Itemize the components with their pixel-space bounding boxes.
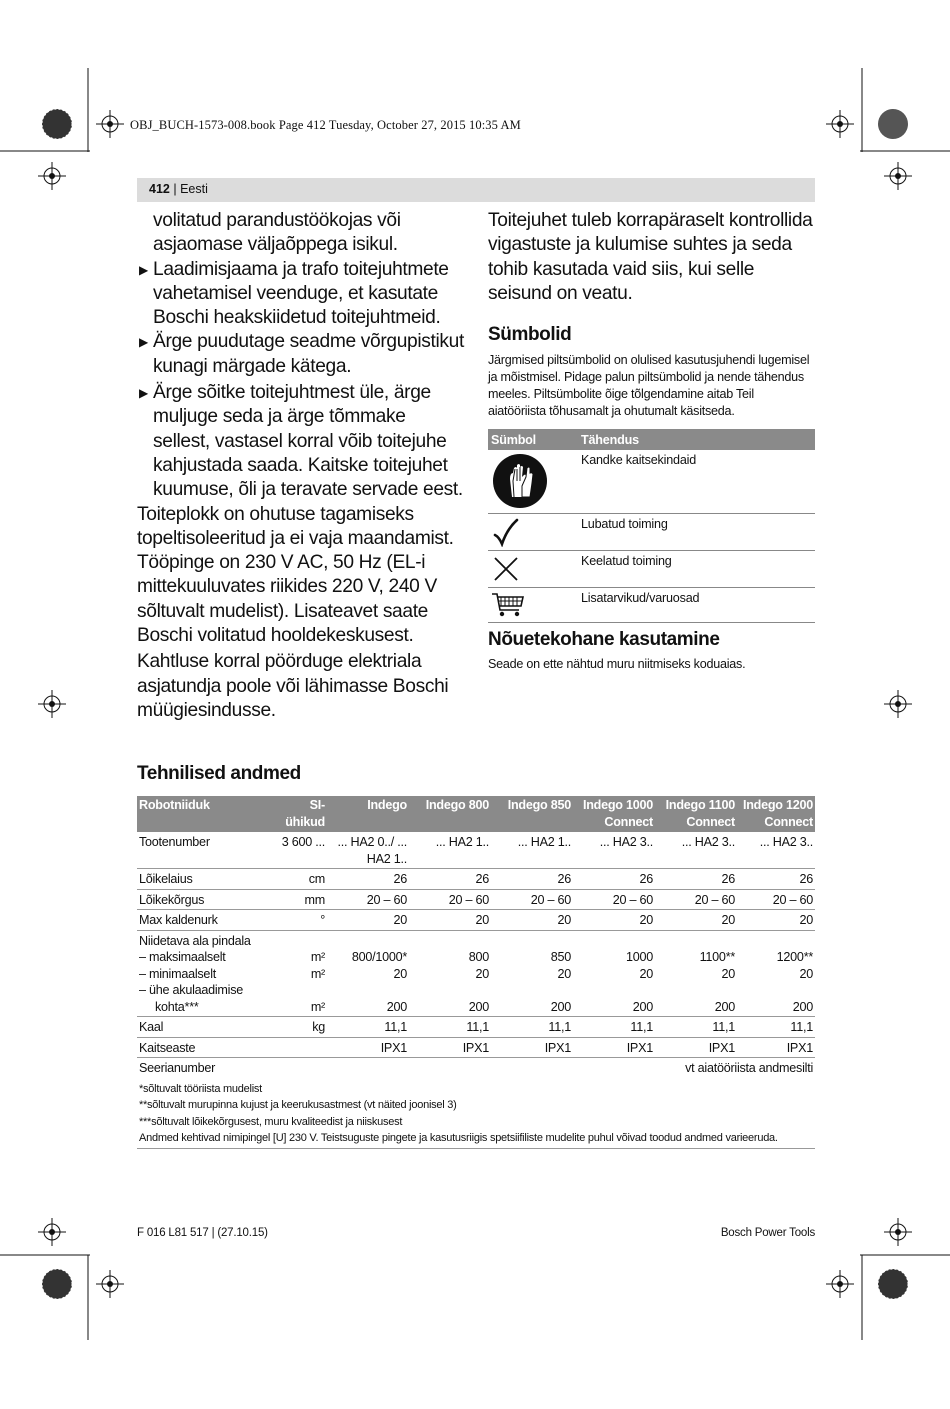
bullet-item (137, 330, 467, 379)
unit-cell: mm (275, 889, 327, 910)
value-cell: 26 (737, 869, 815, 890)
footnote: ***sõltuvalt lõikekõrgusest, muru kvaliteedist ja niiskusest (139, 1115, 403, 1128)
header-cell: Indego 1000 Connect (573, 796, 655, 832)
table-row (137, 910, 815, 931)
footnote: **sõltuvalt murupinna kujust ja keerukusastmest (vt näited joonisel 3) (139, 1099, 457, 1111)
row-label: Kaal (137, 1017, 275, 1038)
bullet-text: Laadimisjaama ja trafo toitejuhtmete vahetamisel veenduge, et kasutate Boschi heakskiidetud toitejuhtmeid. (153, 258, 449, 329)
row-sublabel: kohta*** (155, 999, 199, 1014)
shopping-cart-icon (491, 591, 525, 619)
value-cell: 200 (632, 999, 653, 1014)
value-cell: IPX1 (655, 1037, 737, 1058)
value-cell: IPX1 (327, 1037, 409, 1058)
value-cell: 1200** (776, 950, 813, 964)
left-column (137, 209, 467, 723)
value-cell: IPX1 (737, 1037, 815, 1058)
table-row (137, 869, 815, 890)
footnote: Andmed kehtivad nimipingel [U] 230 V. Teistsuguste pingete ja kasutusriigis spetsiifiliste mudelite puhul võivad toodud andmed varieeruda. (139, 1132, 778, 1144)
paragraph: Toitejuhet tuleb korrapäraselt kontrollida vigastuste ja kulumise suhtes ja seda tohib kasutada vaid siis, kui selle seisund on veatu. (488, 210, 813, 304)
table-row (137, 1037, 815, 1058)
value-cell: 200 (714, 999, 735, 1014)
meaning-cell: Lubatud toiming (578, 513, 815, 550)
value-cell: 26 (491, 869, 573, 890)
value-cell: ... HA2 1.. (491, 832, 573, 869)
cross-icon (491, 554, 521, 584)
value-cell: 200 (386, 999, 407, 1014)
tech-header-row (137, 796, 815, 832)
unit-cell: m² (310, 966, 325, 981)
bullet-item (137, 258, 467, 331)
unit-cell (275, 1037, 327, 1058)
row-label: Lõikelaius (137, 869, 275, 890)
page-header-bar: 412 | Eesti (137, 178, 815, 202)
row-label: Lõikekõrgus (137, 889, 275, 910)
value-cell: ... HA2 3.. (737, 832, 815, 869)
value-cell: 11,1 (409, 1017, 491, 1038)
bullet-text: Ärge puudutage seadme võrgupistikut kunagi märgade kätega. (153, 331, 464, 377)
value-cell: 20 – 60 (491, 889, 573, 910)
paragraph: volitatud parandustöökojas või asjaomase väljaõppega isikul. (153, 210, 401, 256)
right-column (488, 209, 815, 673)
unit-cell: m² (310, 999, 325, 1014)
value-cell: IPX1 (573, 1037, 655, 1058)
col-symbol: Sümbol (488, 429, 578, 450)
unit-cell: m² (310, 950, 325, 964)
value-cell: 20 (409, 910, 491, 931)
footer-right: Bosch Power Tools (720, 1227, 815, 1239)
value-cell: 20 – 60 (655, 889, 737, 910)
table-row (137, 889, 815, 910)
header-cell: Indego 1200 Connect (737, 796, 815, 832)
unit-cell: kg (275, 1017, 327, 1038)
value-cell: 11,1 (655, 1017, 737, 1038)
value-cell: ... HA2 3.. (573, 832, 655, 869)
tech-heading: Tehnilised andmed (137, 763, 301, 784)
footnote: *sõltuvalt tööriista mudelist (139, 1082, 262, 1095)
value-cell: 20 (327, 910, 409, 931)
value-cell: 200 (792, 999, 813, 1014)
value-cell: 26 (409, 869, 491, 890)
bullet-item (137, 381, 467, 502)
header-cell: Indego 800 (409, 796, 491, 832)
value-cell: 20 (799, 966, 813, 981)
value-cell: 20 (573, 910, 655, 931)
value-cell: 26 (573, 869, 655, 890)
gloves-icon (492, 453, 548, 509)
value-cell: 20 (737, 910, 815, 931)
page-number: 412 (149, 182, 170, 196)
header-cell: Indego 850 (491, 796, 573, 832)
value-cell: vt aiatööriista andmesilti (685, 1061, 813, 1075)
value-cell: 200 (468, 999, 489, 1014)
value-cell: 20 – 60 (409, 889, 491, 910)
file-meta: OBJ_BUCH-1573-008.book Page 412 Tuesday, October 27, 2015 10:35 AM (130, 118, 521, 132)
row-label: Niidetava ala pindala (139, 933, 251, 948)
value-cell: 11,1 (737, 1017, 815, 1038)
value-cell: ... HA2 0../ ... HA2 1.. (327, 832, 409, 869)
value-cell: 20 – 60 (573, 889, 655, 910)
row-sublabel: – ühe akulaadimise (139, 983, 244, 997)
unit-cell: 3 600 ... (275, 832, 327, 869)
intended-use-text: Seade on ette nähtud muru niitmiseks koduaias. (488, 656, 746, 671)
value-cell: 850 (550, 950, 571, 964)
header-cell: SI-ühikud (275, 796, 327, 832)
header-cell: Indego 1100 Connect (655, 796, 737, 832)
table-row (137, 1017, 815, 1038)
table-row (137, 1058, 815, 1078)
value-cell: 26 (327, 869, 409, 890)
bullet-icon: ▶ (139, 335, 148, 350)
bullet-icon: ▶ (139, 262, 148, 277)
header-cell: Robotniiduk (137, 796, 275, 832)
value-cell: 20 (557, 966, 571, 981)
unit-cell: cm (275, 869, 327, 890)
value-cell: ... HA2 3.. (655, 832, 737, 869)
checkmark-icon (491, 517, 521, 547)
row-label: Max kaldenurk (137, 910, 275, 931)
value-cell: 11,1 (573, 1017, 655, 1038)
paragraph: Toiteplokk on ohutuse tagamiseks topeltisoleeritud ja ei vaja maandamist. Tööpinge on 230 V AC, 50 Hz (EL-i mittekuuluvates riikides 220 V, 240 V sõltuvalt mudelist). Lisateavet saate Boschi volitatud hooldekeskusest. (137, 503, 454, 647)
value-cell: 20 (721, 966, 735, 981)
header-cell: Indego (327, 796, 409, 832)
symbols-intro: Järgmised piltsümbolid on olulised kasutusjuhendi lugemisel ja mõistmisel. Pidage palun piltsümbolid ja nende tähendus meeles. Piltsümbolite õige tõlgendamine aitab Teil aiatööriista tõhusamalt ja ohutumalt käsitseda. (488, 353, 810, 418)
unit-cell: ° (275, 910, 327, 931)
paragraph: Kahtluse korral pöörduge elektriala asjatundja poole või lähimasse Boschi müügiesindusse. (137, 651, 449, 721)
row-label: Tootenumber (137, 832, 275, 869)
value-cell: 20 (655, 910, 737, 931)
value-cell: 11,1 (491, 1017, 573, 1038)
value-cell: 1000 (625, 950, 653, 964)
value-cell: 26 (655, 869, 737, 890)
value-cell: 20 (491, 910, 573, 931)
value-cell: 200 (550, 999, 571, 1014)
meaning-cell: Keelatud toiming (578, 550, 815, 587)
tech-table (137, 796, 815, 1149)
symbols-heading: Sümbolid (488, 324, 572, 346)
row-sublabel: – minimaalselt (139, 966, 216, 981)
value-cell: 11,1 (327, 1017, 409, 1038)
value-cell: 20 – 60 (327, 889, 409, 910)
value-cell: 20 (475, 966, 489, 981)
row-sublabel: – maksimaalselt (139, 950, 226, 964)
bullet-text: Ärge sõitke toitejuhtmest üle, ärge muljuge seda ja ärge tõmmake sellest, vastasel korral võib toitejuhe kahjustada saada. Kaitske toitejuhet kuumuse, õli ja teravate servade eest. (153, 382, 463, 501)
footer-left: F 016 L81 517 | (27.10.15) (137, 1227, 268, 1239)
value-cell: 20 (639, 966, 653, 981)
value-cell: 800/1000* (351, 950, 407, 964)
row-label: Kaitseaste (137, 1037, 275, 1058)
value-cell: 20 (393, 966, 407, 981)
value-cell: 800 (468, 950, 489, 964)
value-cell: 1100** (699, 950, 735, 964)
value-cell: ... HA2 1.. (409, 832, 491, 869)
table-row (137, 832, 815, 869)
intended-use-heading: Nõuetekohane kasutamine (488, 628, 720, 650)
meaning-cell: Kandke kaitsekindaid (578, 450, 815, 513)
meaning-cell: Lisatarvikud/varuosad (578, 587, 815, 622)
symbol-table (488, 429, 815, 623)
col-meaning: Tähendus (578, 429, 815, 450)
value-cell: IPX1 (409, 1037, 491, 1058)
table-row (137, 930, 815, 1017)
value-cell: 20 – 60 (737, 889, 815, 910)
row-label: Seerianumber (139, 1061, 216, 1075)
footnote-row (137, 1078, 815, 1149)
language-label: Eesti (180, 182, 208, 196)
bullet-icon: ▶ (139, 386, 148, 401)
value-cell: IPX1 (491, 1037, 573, 1058)
